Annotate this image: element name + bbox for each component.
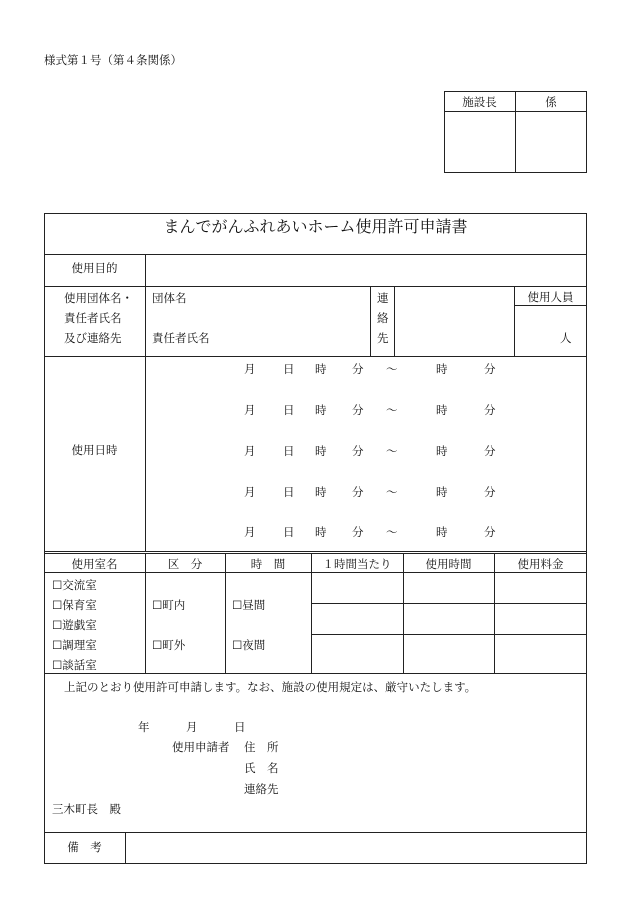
people-unit: 人 [560, 331, 572, 345]
fee-cell-1[interactable] [495, 573, 586, 603]
applicant-contact-field[interactable] [300, 780, 570, 798]
applicant-label: 使用申請者 [172, 740, 230, 754]
datetime-month-unit: 月 [244, 485, 256, 499]
per-hour-cell-2[interactable] [312, 604, 402, 634]
datetime-end-hour-unit: 時 [436, 444, 448, 458]
date-day: 日 [234, 720, 246, 734]
header-fee: 使用料金 [517, 557, 564, 571]
datetime-day-unit: 日 [283, 403, 295, 417]
header-time: 時 間 [250, 557, 286, 571]
responsible-name-field[interactable] [220, 328, 366, 348]
per-hour-cell-1[interactable] [312, 573, 402, 603]
room-checkbox-chori[interactable]: ☐調理室 [52, 638, 97, 652]
per-hour-cell-3[interactable] [312, 635, 402, 672]
contact-label-3: 先 [377, 331, 389, 345]
group-name-label: 団体名 [152, 291, 187, 305]
division-checkbox-town-outside[interactable]: ☐町外 [152, 638, 186, 652]
datetime-tilde-unit: 〜 [386, 525, 398, 539]
datetime-minute-unit: 分 [352, 444, 364, 458]
datetime-end-minute-unit: 分 [484, 403, 496, 417]
fee-cell-2[interactable] [495, 604, 586, 634]
header-usage-time: 使用時間 [425, 557, 472, 571]
usage-time-cell-3[interactable] [404, 635, 493, 672]
datetime-tilde-unit: 〜 [386, 362, 398, 376]
datetime-day-unit: 日 [283, 444, 295, 458]
datetime-end-minute-unit: 分 [484, 444, 496, 458]
datetime-minute-unit: 分 [352, 525, 364, 539]
addressee: 三木町長 殿 [52, 802, 121, 816]
room-checkbox-koryu[interactable]: ☐交流室 [52, 578, 97, 592]
remarks-label: 備 考 [67, 840, 102, 854]
division-checkbox-town-inside[interactable]: ☐町内 [152, 598, 186, 612]
datetime-end-minute-unit: 分 [484, 362, 496, 376]
header-division: 区 分 [167, 557, 203, 571]
header-room: 使用室名 [71, 557, 118, 571]
purpose-field[interactable] [146, 255, 586, 285]
datetime-end-hour-unit: 時 [436, 403, 448, 417]
datetime-tilde-unit: 〜 [386, 485, 398, 499]
datetime-day-unit: 日 [283, 362, 295, 376]
applicant-name-label: 氏 名 [244, 761, 279, 775]
datetime-end-minute-unit: 分 [484, 485, 496, 499]
form-number: 様式第１号（第４条関係） [44, 53, 182, 67]
datetime-minute-unit: 分 [352, 403, 364, 417]
datetime-tilde-unit: 〜 [386, 403, 398, 417]
header-per-hour: １時間当たり [322, 557, 392, 571]
declaration-text: 上記のとおり使用許可申請します。なお、施設の使用規定は、厳守いたします。 [64, 680, 477, 694]
group-label-1: 使用団体名・ [64, 291, 133, 305]
room-checkbox-yugi[interactable]: ☐遊戯室 [52, 618, 97, 632]
usage-time-cell-1[interactable] [404, 573, 493, 603]
people-label: 使用人員 [527, 290, 574, 304]
datetime-hour-unit: 時 [315, 485, 327, 499]
datetime-end-hour-unit: 時 [436, 525, 448, 539]
group-label-3: 及び連絡先 [64, 331, 122, 345]
datetime-hour-unit: 時 [315, 403, 327, 417]
fee-cell-3[interactable] [495, 635, 586, 672]
date-month: 月 [186, 720, 198, 734]
period-checkbox-night[interactable]: ☐夜間 [232, 638, 266, 652]
remarks-field[interactable] [126, 833, 586, 863]
datetime-minute-unit: 分 [352, 362, 364, 376]
people-field[interactable] [515, 306, 560, 355]
datetime-end-hour-unit: 時 [436, 362, 448, 376]
approval-staff-label: 係 [545, 95, 557, 109]
contact-field[interactable] [395, 287, 514, 355]
datetime-row[interactable] [146, 438, 586, 468]
purpose-label: 使用目的 [71, 261, 118, 275]
room-checkbox-danwa[interactable]: ☐談話室 [52, 658, 97, 672]
datetime-month-unit: 月 [244, 525, 256, 539]
form-title: まんでがんふれあいホーム使用許可申請書 [163, 217, 468, 236]
datetime-day-unit: 日 [283, 485, 295, 499]
usage-time-cell-2[interactable] [404, 604, 493, 634]
datetime-end-minute-unit: 分 [484, 525, 496, 539]
datetime-month-unit: 月 [244, 362, 256, 376]
contact-label-2: 絡 [377, 311, 389, 325]
group-label-2: 責任者氏名 [64, 311, 122, 325]
datetime-minute-unit: 分 [352, 485, 364, 499]
datetime-row[interactable] [146, 479, 586, 509]
applicant-name-field[interactable] [300, 759, 570, 777]
applicant-contact-label: 連絡先 [244, 782, 279, 796]
room-checkbox-hoiku[interactable]: ☐保育室 [52, 598, 97, 612]
datetime-month-unit: 月 [244, 403, 256, 417]
responsible-name-label: 責任者氏名 [152, 331, 210, 345]
approval-staff-stamp[interactable] [516, 112, 586, 172]
group-name-field[interactable] [200, 288, 366, 308]
datetime-row[interactable] [146, 356, 586, 386]
datetime-hour-unit: 時 [315, 525, 327, 539]
datetime-day-unit: 日 [283, 525, 295, 539]
date-year: 年 [138, 720, 150, 734]
approval-head-label: 施設長 [462, 95, 497, 109]
period-checkbox-daytime[interactable]: ☐昼間 [232, 598, 266, 612]
datetime-label: 使用日時 [71, 443, 118, 457]
datetime-hour-unit: 時 [315, 362, 327, 376]
datetime-hour-unit: 時 [315, 444, 327, 458]
datetime-tilde-unit: 〜 [386, 444, 398, 458]
applicant-address-label: 住 所 [244, 740, 279, 754]
applicant-address-field[interactable] [300, 738, 570, 756]
approval-head-stamp[interactable] [445, 112, 515, 172]
contact-label-1: 連 [377, 291, 389, 305]
datetime-row[interactable] [146, 519, 586, 549]
datetime-row[interactable] [146, 397, 586, 427]
datetime-month-unit: 月 [244, 444, 256, 458]
datetime-end-hour-unit: 時 [436, 485, 448, 499]
